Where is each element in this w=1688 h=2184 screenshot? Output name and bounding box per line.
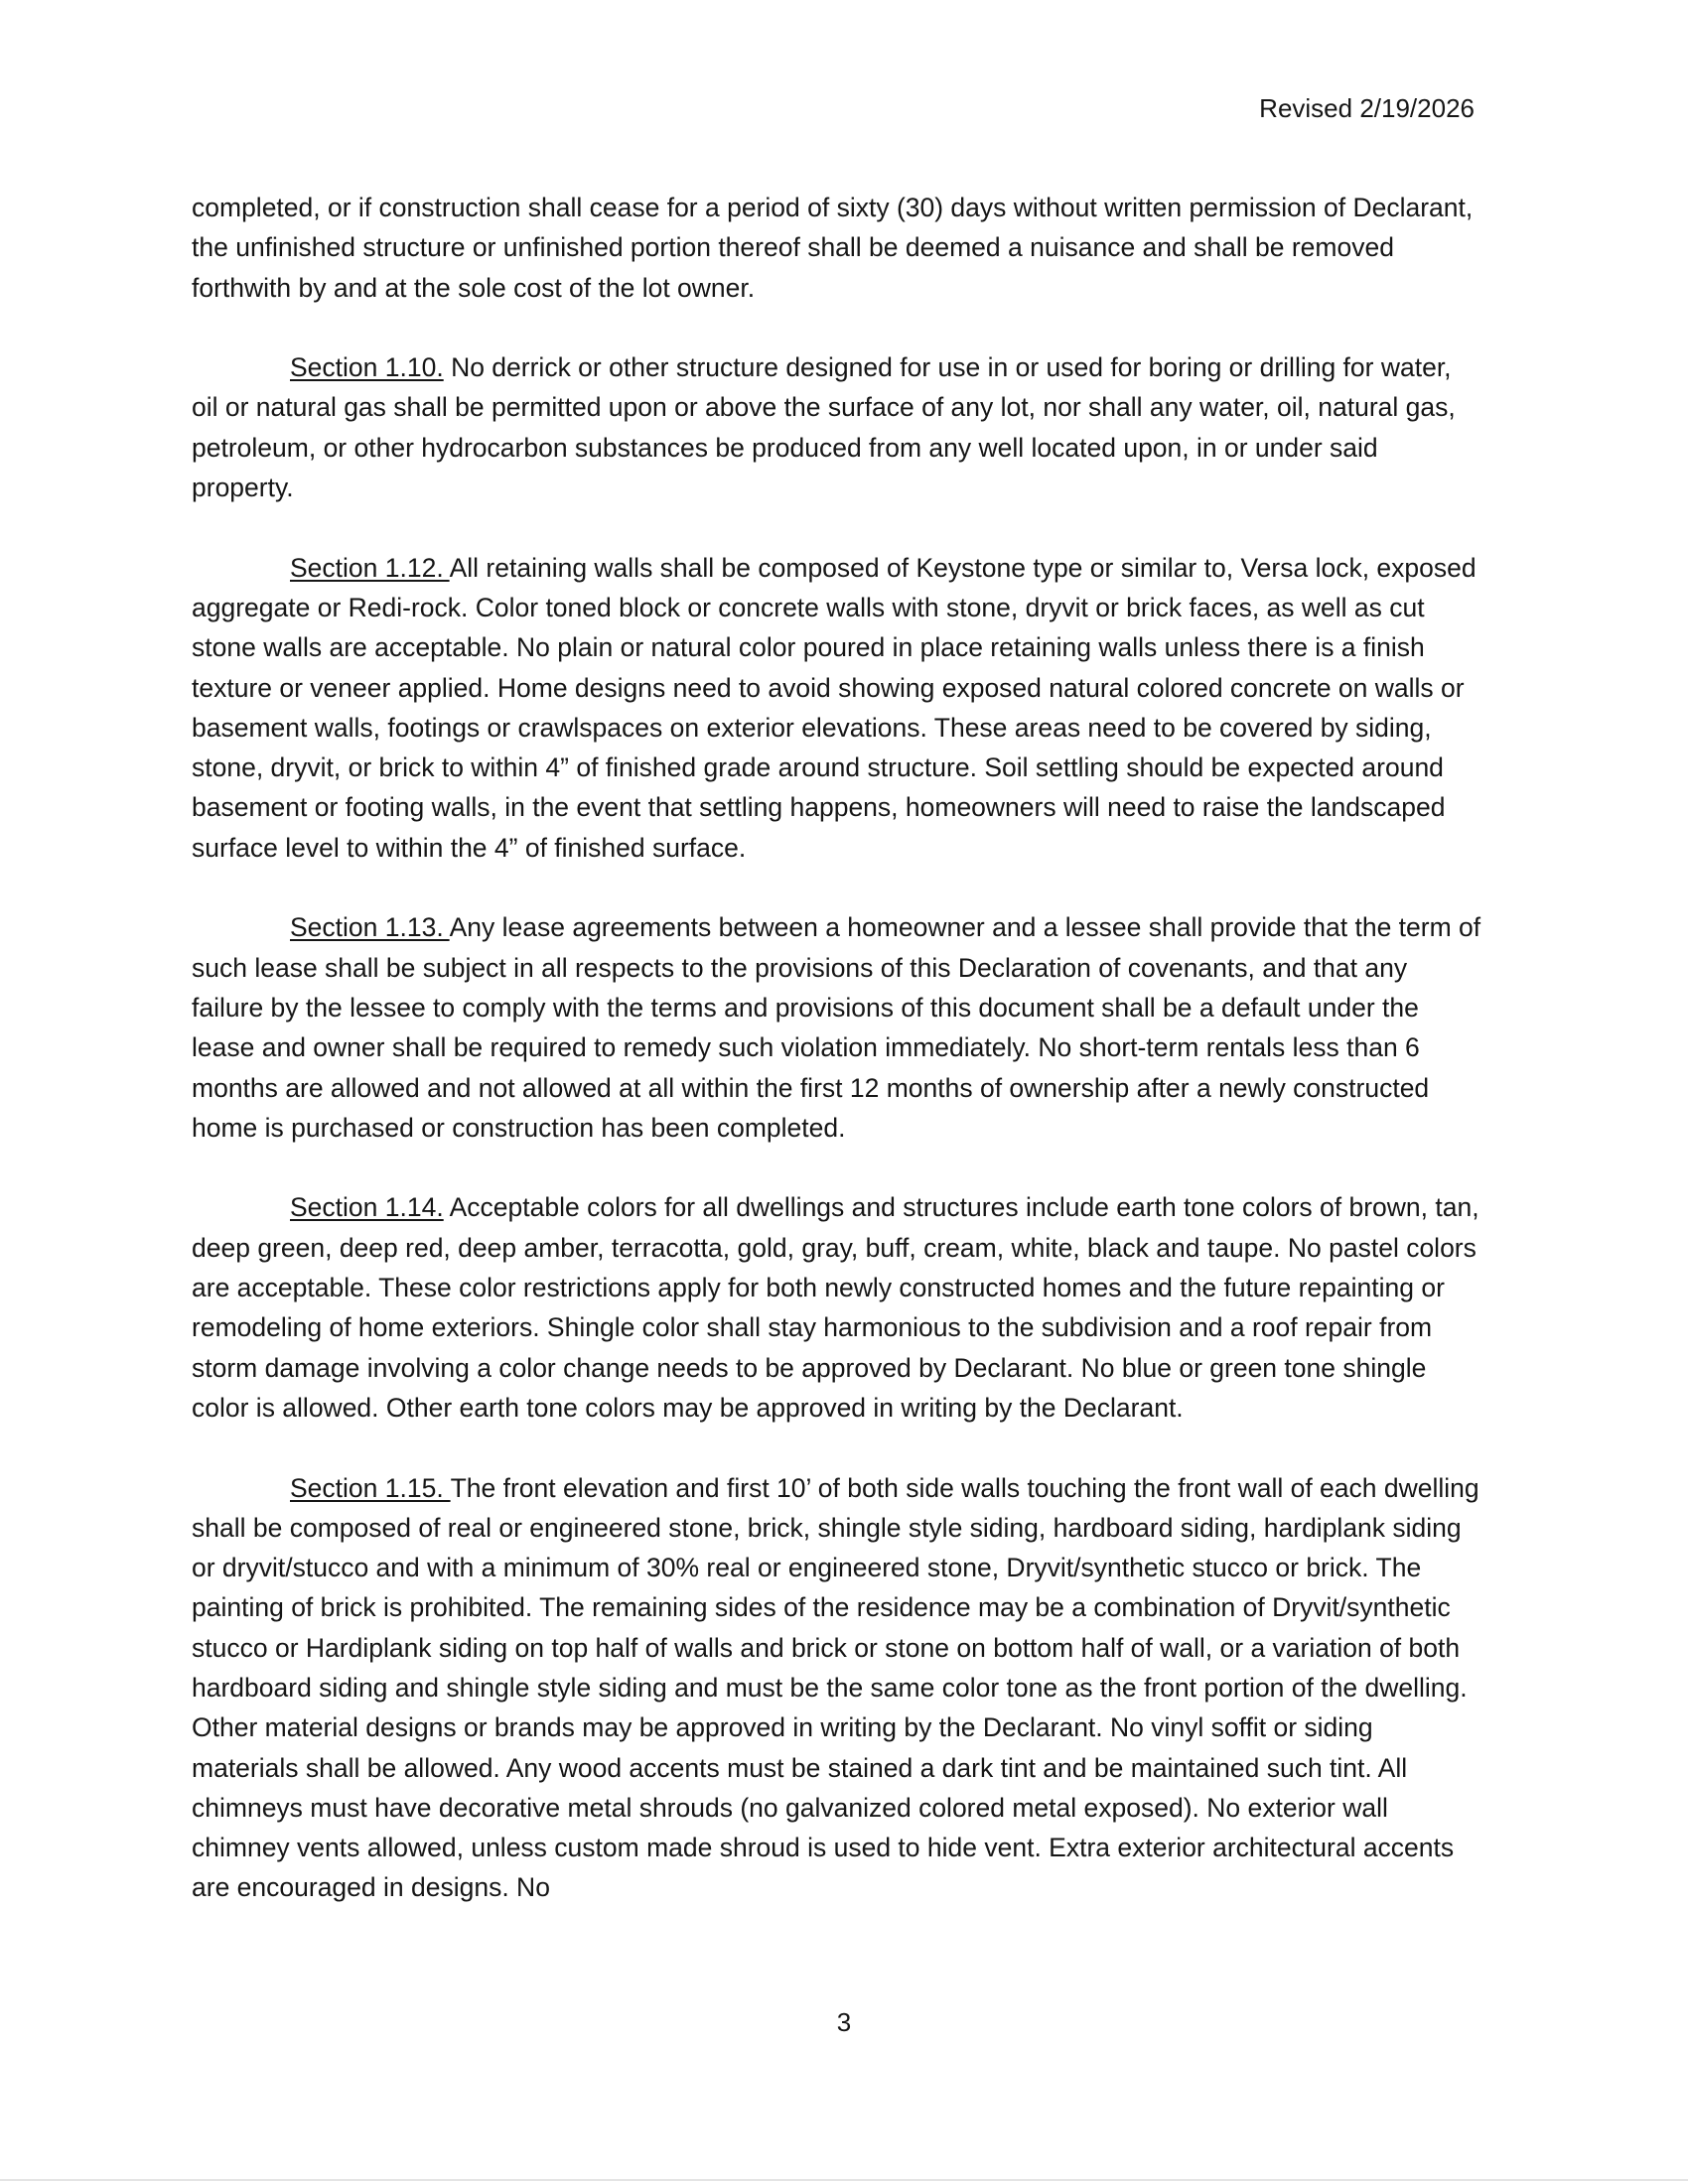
paragraph-text: completed, or if construction shall cease for a period of sixty (30) days without written permission of Declarant, the unfinished structure or unfinished portion thereof shall be deemed a nuisance and shall be removed forthwith by and at the sole cost of the lot owner. — [192, 193, 1474, 303]
paragraph-continuation — [192, 188, 1482, 308]
section-label: Section 1.10. — [290, 352, 444, 383]
section-label: Section 1.12. — [290, 552, 450, 583]
paragraph-text: Acceptable colors for all dwellings and structures include earth tone colors of brown, tan, deep green, deep red, deep amber, terracotta, gold, gray, buff, cream, white, black and taupe. No pastel colors are acceptable. These color restrictions apply for both newly constructed homes and the future repainting or remodeling of home exteriors. Shingle color shall stay harmonious to the subdivision and a roof repair from storm damage involving a color change needs to be approved by Declarant. No blue or green tone shingle color is allowed. Other earth tone colors may be approved in writing by the Declarant. — [192, 1192, 1479, 1423]
section-label: Section 1.13. — [290, 912, 450, 943]
section-1-14 — [192, 1187, 1482, 1428]
section-1-12 — [192, 548, 1482, 868]
page-number: 3 — [836, 2007, 852, 2037]
section-label: Section 1.14. — [290, 1192, 444, 1223]
paragraph-text: No derrick or other structure designed for use in or used for boring or drilling for water, oil or natural gas shall be permitted upon or above the surface of any lot, nor shall any water, oil, natural gas, petroleum, or other hydrocarbon substances be produced from any well located upon, in or under said property. — [192, 352, 1456, 503]
scan-edge-divider — [0, 2179, 1688, 2181]
section-1-10 — [192, 347, 1482, 507]
paragraph-text: Any lease agreements between a homeowner and a lessee shall provide that the term of such lease shall be subject in all respects to the provisions of this Declaration of covenants, and that any failure by the lessee to comply with the terms and provisions of this document shall be a default under the lease and owner shall be required to remedy such violation immediately. No short-term rentals less than 6 months are allowed and not allowed at all within the first 12 months of ownership after a newly constructed home is purchased or construction has been completed. — [192, 912, 1481, 1143]
section-1-15 — [192, 1468, 1482, 1908]
paragraph-text: The front elevation and first 10’ of both side walls touching the front wall of each dwelling shall be composed of real or engineered stone, brick, shingle style siding, hardboard siding, hardiplank siding or dryvit/stucco and with a minimum of 30% real or engineered stone, Dryvit/synthetic stucco or brick. The painting of brick is prohibited. The remaining sides of the residence may be a combination of Dryvit/synthetic stucco or Hardiplank siding on top half of walls and brick or stone on bottom half of wall, or a variation of both hardboard siding and shingle style siding and must be the same color tone as the front portion of the dwelling. Other material designs or brands may be approved in writing by the Declarant. No vinyl soffit or siding materials shall be allowed. Any wood accents must be stained a dark tint and be maintained such tint. All chimneys must have decorative metal shrouds (no galvanized colored metal exposed). No exterior wall chimney vents allowed, unless custom made shroud is used to hide vent. Extra exterior architectural accents are encouraged in designs. No — [192, 1472, 1479, 1903]
section-label: Section 1.15. — [290, 1472, 451, 1503]
paragraph-text: All retaining walls shall be composed of Keystone type or similar to, Versa lock, exposed aggregate or Redi-rock. Color toned block or concrete walls with stone, dryvit or brick faces, as well as cut stone walls are acceptable. No plain or natural color poured in place retaining walls unless there is a finish texture or veneer applied. Home designs need to avoid showing exposed natural colored concrete on walls or basement walls, footings or crawlspaces on exterior elevations. These areas need to be covered by siding, stone, dryvit, or brick to within 4” of finished grade around structure. Soil settling should be expected around basement or footing walls, in the event that settling happens, homeowners will need to raise the landscaped surface level to within the 4” of finished surface. — [192, 552, 1477, 863]
revision-date: Revised 2/19/2026 — [1259, 93, 1475, 123]
document-body — [192, 188, 1482, 1948]
section-1-13 — [192, 907, 1482, 1148]
